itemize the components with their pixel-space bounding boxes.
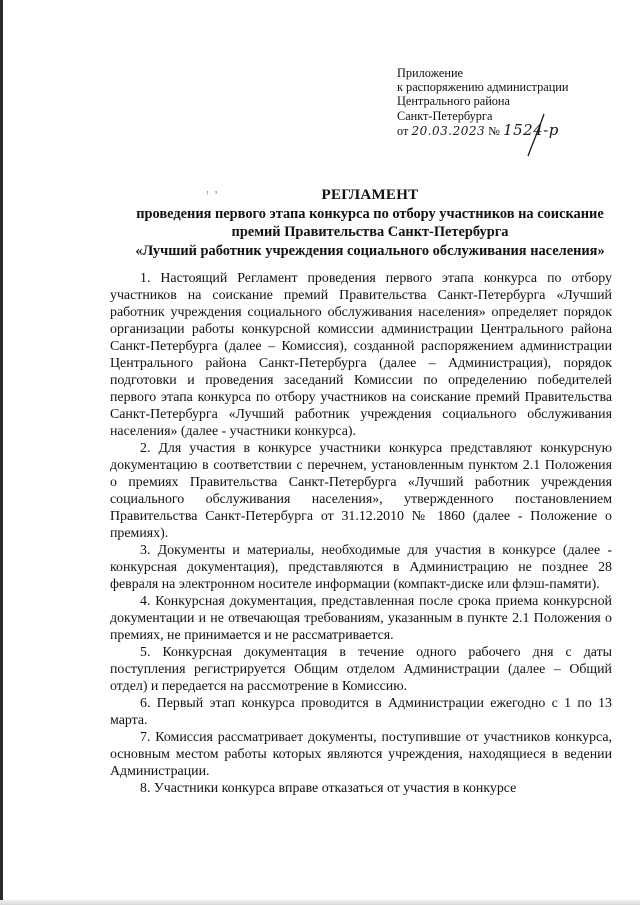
paragraph: 5. Конкурсная документация в течение одного рабочего дня с даты поступления регистрируется Общим отделом Администрации (далее – Общий отдел) и передается на рассмотрение в Комиссию. <box>110 645 612 694</box>
handwritten-slash-mark <box>520 112 550 158</box>
paragraph: 7. Комиссия рассматривает документы, поступившие от участников конкурса, основным местом работы которых являются учреждения, находящиеся в ведении Администрации. <box>110 730 612 779</box>
approval-line-4: Санкт-Петербурга <box>397 108 493 123</box>
paragraph: 2. Для участия в конкурсе участники конкурса представляют конкурсную документацию в соответствии с перечнем, установленным пунктом 2.1 Положения о премиях Правительства Санкт-Петербурга «Лучший работник учреждения социального обслуживания населения», утвержденного постановлением Правительства Санкт-Петербурга от 31.12.2010 № 1860 (далее - Положение о премиях). <box>110 441 612 541</box>
approval-date-number-line <box>397 120 622 139</box>
handwritten-number: 1524-р <box>503 120 559 139</box>
paragraph: 4. Конкурсная документация, представленная после срока приема конкурсной документации и не отвечающая требованиям, указанным в пункте 2.1 Положения о премиях, не принимается и не рассматривается. <box>110 594 612 643</box>
title-line-3: «Лучший работник учреждения социального обслуживания населения» <box>135 242 605 259</box>
approval-line-1: Приложение <box>397 66 463 80</box>
approval-stamp-block <box>397 66 622 138</box>
from-label: от <box>397 123 409 138</box>
document-heading: РЕГЛАМЕНТ <box>321 187 419 203</box>
paragraph: 6. Первый этап конкурса проводится в Администрации ежегодно с 1 по 13 марта. <box>110 696 612 728</box>
scan-bottom-edge <box>0 900 640 905</box>
scan-left-edge <box>0 0 3 905</box>
paragraph: 8. Участники конкурса вправе отказаться от участия в конкурсе <box>140 781 517 796</box>
document-title-block <box>100 186 640 260</box>
number-label: № <box>488 123 500 138</box>
scan-noise-marks: ᵎ ᵌ <box>207 188 219 198</box>
title-line-1: проведения первого этапа конкурса по отбору участников на соискание <box>136 206 604 223</box>
title-line-2: премий Правительства Санкт-Петербурга <box>231 224 509 241</box>
handwritten-date: 20.03.2023 <box>411 123 486 138</box>
approval-line-2: к распоряжению администрации <box>397 80 569 95</box>
paragraph: 1. Настоящий Регламент проведения первого этапа конкурса по отбору участников на соискание премий Правительства Санкт-Петербурга «Лучший работник учреждения социального обслуживания населения» определяет порядок организации работы конкурсной комиссии администрации Центрального района Санкт-Петербурга (далее – Комиссия), созданной распоряжением администрации Центрального района Санкт-Петербурга (далее – Администрация), порядок подготовки и проведения заседаний Комиссии по определению победителей первого этапа конкурса по отбору участников на соискание премий Правительства Санкт-Петербурга «Лучший работник учреждения социального обслуживания населения» (далее - участники конкурса). <box>110 271 612 439</box>
document-body <box>110 270 612 797</box>
paragraph: 3. Документы и материалы, необходимые для участия в конкурсе (далее - конкурсная документация), представляются в Администрацию не позднее 28 февраля на электронном носителе информации (компакт-диске или флэш-памяти). <box>110 543 612 592</box>
approval-line-3: Центрального района <box>397 94 510 109</box>
